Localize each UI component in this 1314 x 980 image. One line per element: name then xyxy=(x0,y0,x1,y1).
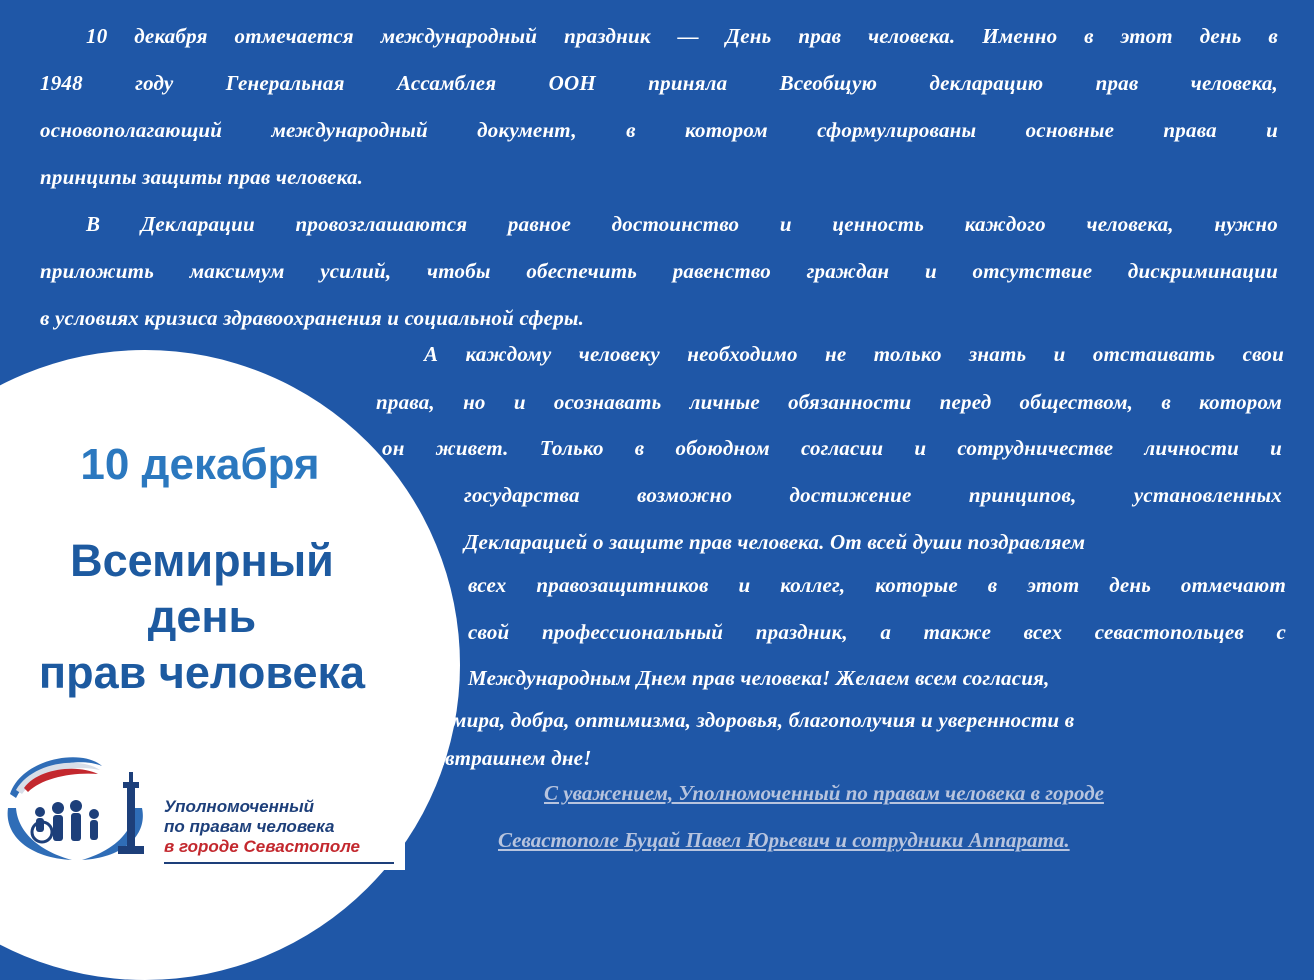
paragraph-3-line: Международным Днем прав человека! Желаем всем согласия, xyxy=(468,666,1050,690)
paragraph-2-line: приложить максимум усилий, чтобы обеспечить равенство граждан и отсутствие дискриминации xyxy=(40,259,1278,283)
paragraph-1-line: принципы защиты прав человека. xyxy=(40,165,364,189)
paragraph-3-line: он живет. Только в обоюдном согласии и сотрудничестве личности и xyxy=(382,436,1282,460)
paragraph-1-line: основополагающий международный документ, в котором сформулированы основные права и xyxy=(40,118,1278,142)
badge-title-line: прав человека xyxy=(38,647,366,698)
logo-text-line: Уполномоченный xyxy=(164,797,315,816)
paragraph-1-line: 10 декабря отмечается международный праздник — День прав человека. Именно в этот день в xyxy=(86,24,1278,48)
paragraph-3-line: завтрашнем дне! xyxy=(426,746,592,770)
badge-title-line: Всемирный xyxy=(70,535,334,586)
paragraph-1-line: 1948 году Генеральная Ассамблея ООН приняла Всеобщую декларацию прав человека, xyxy=(40,71,1278,95)
paragraph-3-line: права, но и осознавать личные обязанности перед обществом, в котором xyxy=(376,390,1282,414)
signature-line: Севастополе Буцай Павел Юрьевич и сотрудники Аппарата. xyxy=(498,828,1070,852)
badge-title-line: день xyxy=(147,591,257,642)
logo-text xyxy=(164,797,360,857)
paragraph-3-line: государства возможно достижение принципов, установленных xyxy=(464,483,1282,507)
logo-text-line: по правам человека xyxy=(164,817,335,836)
ombudsman-emblem-icon xyxy=(2,748,162,866)
paragraph-2-line: В Декларации провозглашаются равное достоинство и ценность каждого человека, нужно xyxy=(86,212,1278,236)
badge-date: 10 декабря xyxy=(80,440,320,489)
paragraph-3-line: всех правозащитников и коллег, которые в этот день отмечают xyxy=(468,573,1286,597)
paragraph-3-line: А каждому человеку необходимо не только знать и отстаивать свои xyxy=(424,342,1284,366)
signature-line: С уважением, Уполномоченный по правам человека в городе xyxy=(544,781,1104,805)
logo-underline xyxy=(164,862,394,864)
paragraph-3-line: мира, добра, оптимизма, здоровья, благополучия и уверенности в xyxy=(452,708,1075,732)
paragraph-2-line: в условиях кризиса здравоохранения и социальной сферы. xyxy=(40,306,585,330)
paragraph-3-line: Декларацией о защите прав человека. От всей души поздравляем xyxy=(464,530,1086,554)
badge-title xyxy=(10,533,394,701)
paragraph-3-line: свой профессиональный праздник, а также всех севастопольцев с xyxy=(468,620,1286,644)
logo-text-line: в городе Севастополе xyxy=(164,837,361,856)
